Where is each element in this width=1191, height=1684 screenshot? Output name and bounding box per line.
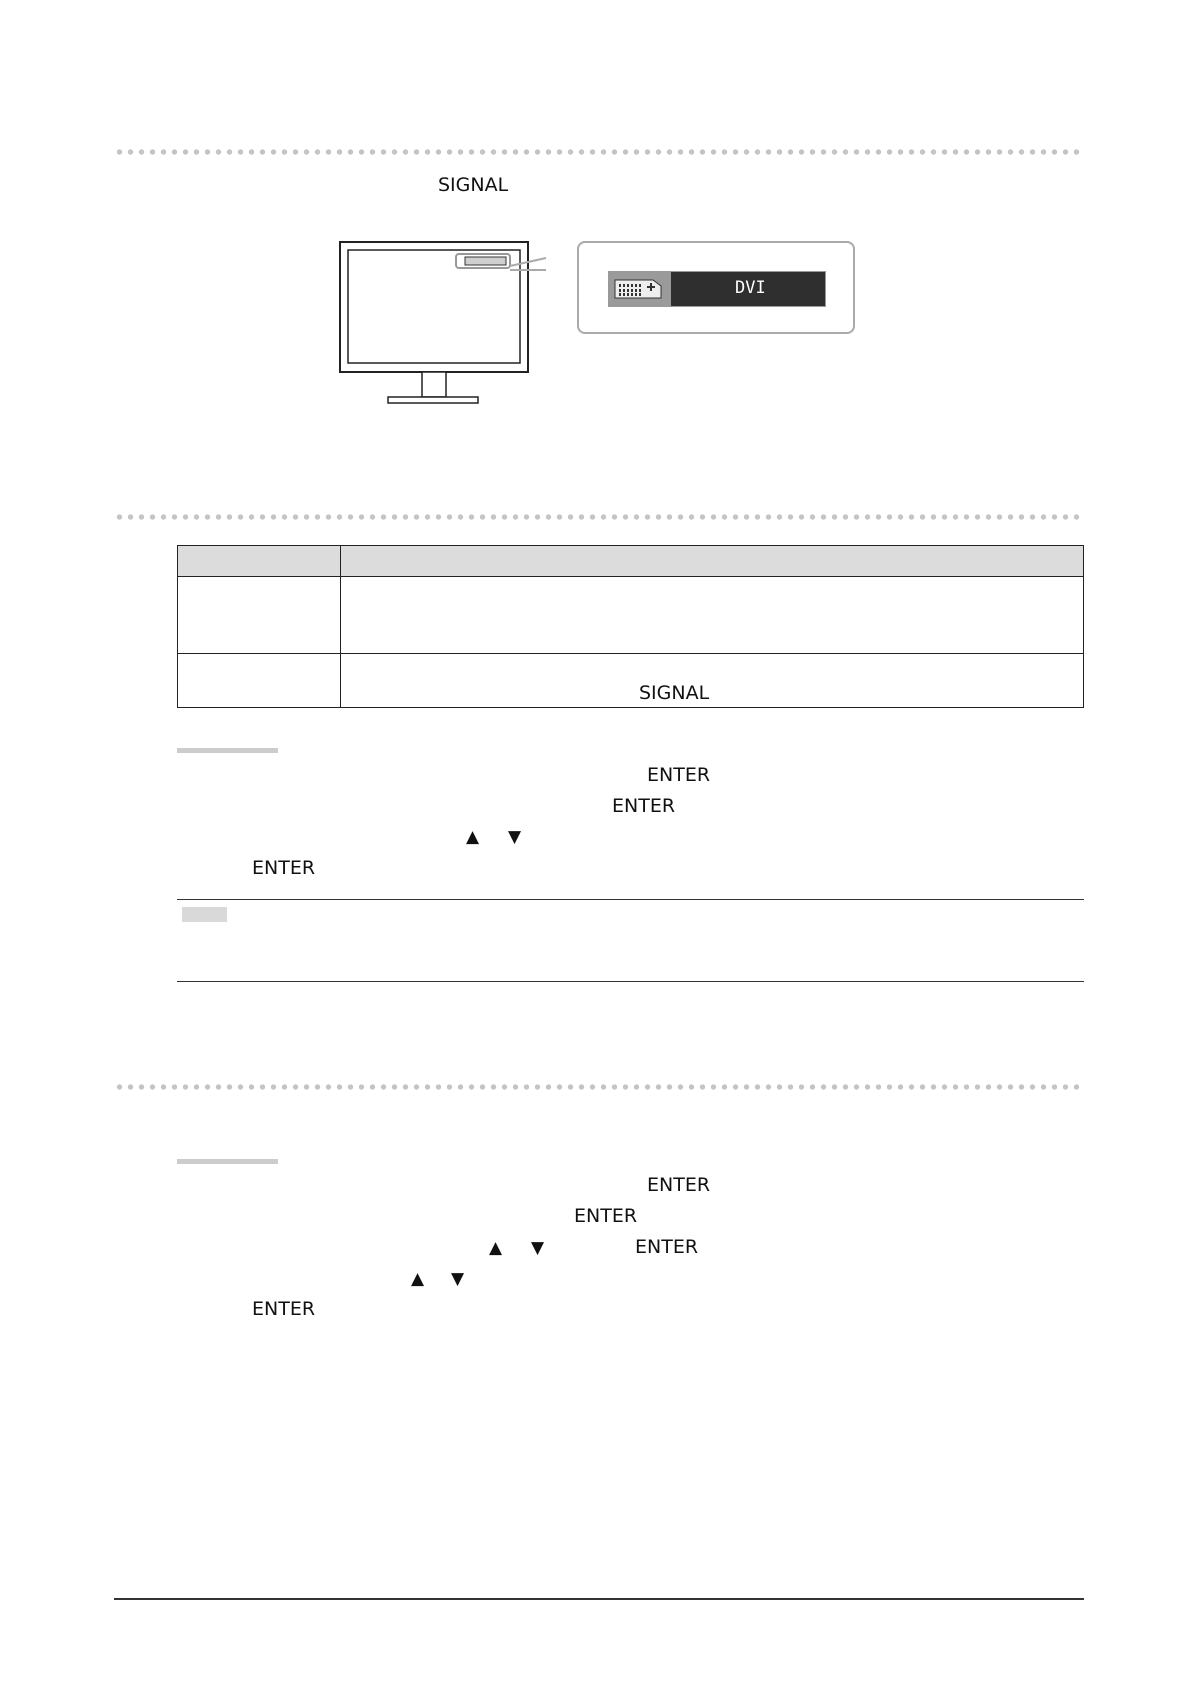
down-arrow-icon: ▼	[508, 827, 522, 847]
procedure-rule	[177, 1159, 278, 1164]
section-divider-3	[114, 1084, 1084, 1090]
step-enter-label: ENTER	[252, 1298, 316, 1320]
osd-input-name: DVI	[735, 278, 766, 298]
step-enter-label: ENTER	[574, 1205, 638, 1227]
section-divider-2	[114, 514, 1084, 520]
up-arrow-icon: ▲	[489, 1238, 503, 1258]
table-header-cell	[178, 546, 341, 577]
up-arrow-icon: ▲	[411, 1269, 425, 1289]
step-enter-label: ENTER	[612, 795, 676, 817]
table-cell	[341, 577, 1084, 654]
step-enter-label: ENTER	[647, 1174, 711, 1196]
table-row	[178, 577, 1084, 654]
step-enter-label: ENTER	[647, 764, 711, 786]
footer-rule	[114, 1598, 1084, 1600]
section-divider-1	[114, 149, 1084, 155]
table-signal-label: SIGNAL	[639, 682, 710, 704]
note-tag	[182, 907, 227, 922]
down-arrow-icon: ▼	[531, 1238, 545, 1258]
down-arrow-icon: ▼	[451, 1269, 465, 1289]
osd-input-bar	[608, 271, 826, 307]
step-enter-label: ENTER	[252, 857, 316, 879]
table-row	[178, 654, 1084, 708]
table-header-row	[178, 546, 1084, 577]
up-arrow-icon: ▲	[466, 827, 480, 847]
table-cell	[341, 654, 1084, 708]
procedure-rule	[177, 748, 278, 753]
settings-table	[177, 545, 1084, 708]
table-header-cell	[341, 546, 1084, 577]
signal-button-label: SIGNAL	[438, 174, 509, 196]
note-box	[177, 899, 1084, 982]
step-enter-label: ENTER	[635, 1236, 699, 1258]
dvi-connector-icon	[609, 272, 671, 306]
table-cell	[178, 654, 341, 708]
monitor-illustration	[330, 238, 860, 408]
table-cell	[178, 577, 341, 654]
